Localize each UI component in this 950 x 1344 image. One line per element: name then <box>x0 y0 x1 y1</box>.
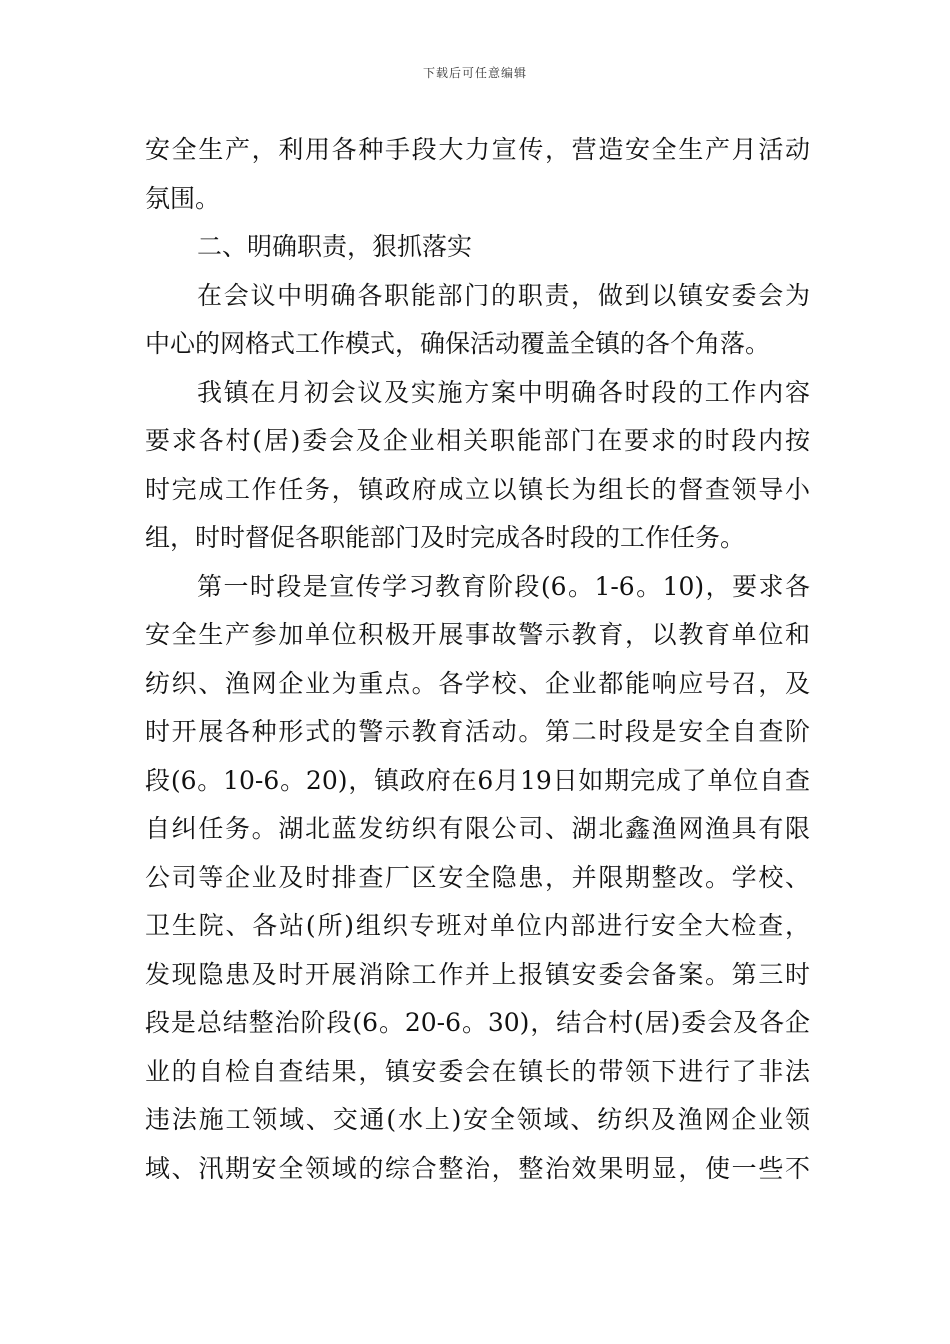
document-body <box>145 126 810 1193</box>
text-line: 二、明确职责，狠抓落实 <box>197 232 473 261</box>
text-line: 卫生院、各站(所)组织专班对单位内部进行安全大检查， <box>145 911 810 940</box>
text-line: 时完成工作任务，镇政府成立以镇长为组长的督查领导小 <box>145 474 810 504</box>
text-line: 氛围。 <box>145 183 221 213</box>
text-line: 安全生产参加单位积极开展事故警示教育，以教育单位和 <box>145 620 810 649</box>
text-line: 第一时段是宣传学习教育阶段(6。1-6。10)，要求各 <box>197 571 810 601</box>
text-line: 业的自检自查结果，镇安委会在镇长的带领下进行了非法 <box>145 1056 810 1086</box>
text-line: 在会议中明确各职能部门的职责，做到以镇安委会为 <box>197 280 810 310</box>
text-line: 违法施工领域、交通(水上)安全领域、纺织及渔网企业领 <box>145 1105 810 1134</box>
text-line: 段(6。10-6。20)，镇政府在6月19日如期完成了单位自查 <box>145 765 810 795</box>
text-line: 发现隐患及时开展消除工作并上报镇安委会备案。第三时 <box>145 959 810 989</box>
text-line: 纺织、渔网企业为重点。各学校、企业都能响应号召，及 <box>145 668 810 698</box>
text-line: 中心的网格式工作模式，确保活动覆盖全镇的各个角落。 <box>145 329 771 358</box>
text-line: 域、汛期安全领域的综合整治，整治效果明显，使一些不 <box>145 1153 810 1183</box>
text-line: 时开展各种形式的警示教育活动。第二时段是安全自查阶 <box>145 717 810 746</box>
text-line: 公司等企业及时排查厂区安全隐患，并限期整改。学校、 <box>145 862 810 892</box>
text-line: 安全生产，利用各种手段大力宣传，营造安全生产月活动 <box>145 135 810 164</box>
text-line: 我镇在月初会议及实施方案中明确各时段的工作内容 <box>197 377 810 407</box>
text-line: 段是总结整治阶段(6。20-6。30)，结合村(居)委会及各企 <box>145 1008 810 1037</box>
page-header: 下载后可任意编辑 <box>422 66 527 80</box>
text-line: 要求各村(居)委会及企业相关职能部门在要求的时段内按 <box>145 426 810 455</box>
text-line: 自纠任务。湖北蓝发纺织有限公司、湖北鑫渔网渔具有限 <box>145 814 810 843</box>
text-line: 组，时时督促各职能部门及时完成各时段的工作任务。 <box>145 523 746 552</box>
